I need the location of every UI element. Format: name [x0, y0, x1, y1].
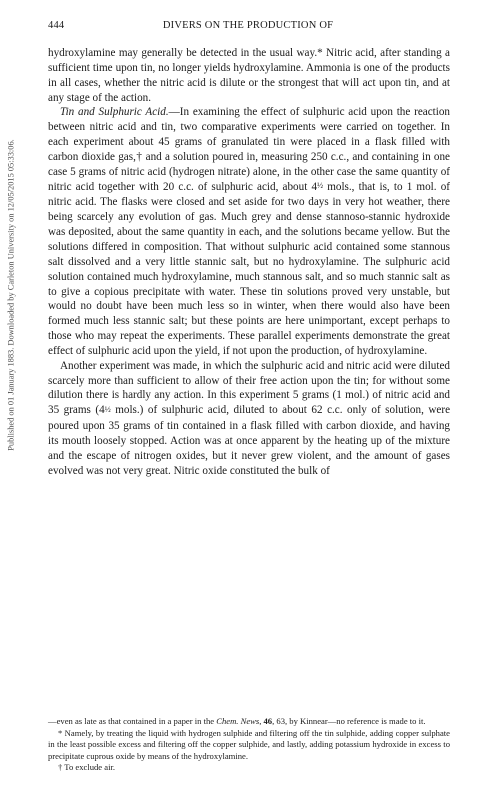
footnotes — [48, 716, 450, 774]
paragraph-2-text-a: —In examining the effect of sulphuric acid upon the reaction between nitric acid and tin, two comparative experiments were carried on together. In each experiment about 45 grams of granulated tin were placed in a flask filled with carbon dioxide gas,† and a solution poured in, measuring 250 c.c., and containing in one case 5 grams of nitric acid (hydrogen nitrate) alone, in the other case the same quantity of nitric acid together with 20 c.c. of sulphuric acid, about 4 — [48, 106, 450, 193]
publication-stamp-text: Published on 01 January 1883. Downloaded by Carleton University on 12/05/2015 05:33:06. — [6, 139, 16, 451]
publication-stamp — [4, 80, 18, 510]
journal-name: Chem. News — [216, 716, 260, 726]
paragraph-3 — [48, 359, 450, 479]
paragraph-2-text-b: mols., that is, to 1 mol. of nitric acid. The flasks were closed and set aside for two days in very hot weather, there being scarcely any evolution of gas. Much grey and dense stannoso-stannic hydroxide was deposited, about the same quantity in each, and the solutions became yellow. But the solutions differed in composition. That without sulphuric acid contained some stannous salt dissolved and a very little stannic salt, but no hydroxylamine. The sulphuric acid solution contained much hydroxylamine, much stannous salt, and so much stannic salt as to give a copious precipitate with water. These tin solutions proved very unstable, but would no doubt have been much less so in winter, when there would also have been formed much less stannic salt; but these points are here unimportant, except perhaps to those who may repeat the experiments. These parallel experiments demonstrate the great effect of sulphuric acid upon the yield, if not upon the production, of hydroxylamine. — [48, 180, 450, 357]
fraction-half: ½ — [317, 181, 324, 190]
footnote-asterisk: * Namely, by treating the liquid with hydrogen sulphide and filtering off the tin sulphide, adding copper sulphate in the least possible excess and filtering off the copper sulphide, and lastly, adding potassium hydroxide in excess to precipitate cuprous oxide by means of the hydroxylamine. — [48, 727, 450, 761]
footnote-dagger: † To exclude air. — [58, 762, 115, 773]
footnote-continued — [48, 716, 450, 728]
page-number: 444 — [48, 20, 65, 31]
footnote-continued-text: —even as late as that contained in a paper in the — [48, 716, 217, 726]
paragraph-1-text: hydroxylamine may generally be detected in the usual way.* Nitric acid, after standing a sufficient time upon tin, no longer yields hydroxylamine. Ammonia is one of the products in all cases, whether the nitric acid is dilute or the strongest that will act upon tin, and at any stage of the action. — [48, 47, 450, 104]
article-body — [48, 46, 450, 478]
paragraph-3-text-b: mols.) of sulphuric acid, diluted to about 62 c.c. only of solution, were poured upon 35 grams of tin contained in a flask filled with carbon dioxide, and having its mouth loosely stopped. Action was at once apparent by the heating up of the mixture and the escape of nitrogen oxides, but it never grew violent, and the amount of gases evolved was not very great. Nitric oxide constituted the bulk of — [48, 404, 451, 477]
fraction-half: ½ — [104, 404, 111, 414]
section-heading-tin-sulphuric: Tin and Sulphuric Acid. — [60, 106, 169, 119]
running-title: DIVERS ON THE PRODUCTION OF — [162, 20, 334, 31]
paragraph-3-text-a: Another experiment was made, in which the sulphuric acid and nitric acid were diluted scarcely more than sufficient to allow of their free action upon the tin; for without some dilution there is hardly any action. In this experiment 5 grams (1 mol.) of nitric acid and 35 grams (4 — [48, 359, 450, 417]
footnote-separator: , — [259, 716, 264, 726]
page-header — [48, 20, 448, 34]
paragraph-2 — [48, 105, 450, 358]
journal-volume: 46 — [263, 716, 273, 726]
paragraph-1 — [48, 46, 450, 105]
footnote-continued-end: , 63, by Kinnear—no reference is made to it. — [272, 716, 426, 726]
